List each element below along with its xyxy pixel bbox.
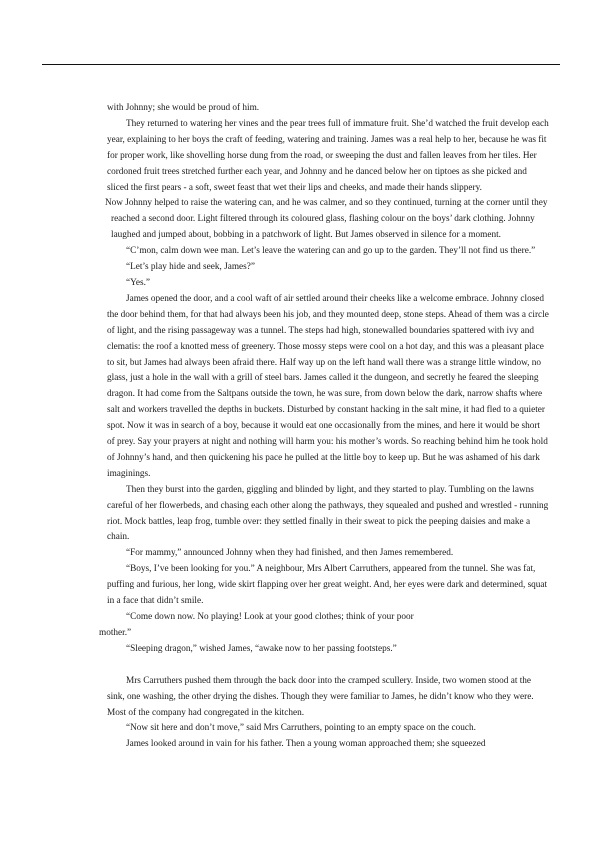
paragraph: Now Johnny helped to raise the watering can, and he was calmer, and so they continued, turning at the corner until they reached a second door. Light filtered through its coloured glass, flashing colour on the boys’ dark clothing. Johnny laughed and jumped about, bobbing in a patchwork of light. But James observed in silence for a moment. <box>105 198 548 241</box>
paragraph: “Now sit here and don’t move,” said Mrs Carruthers, pointing to an empty space on the couch. <box>126 723 476 734</box>
paragraph: “C’mon, calm down wee man. Let’s leave the watering can and go up to the garden. They’ll not find us there.” <box>126 246 536 257</box>
paragraph: with Johnny; she would be proud of him. <box>107 103 260 113</box>
paragraph: “For mammy,” announced Johnny when they had finished, and then James remembered. <box>126 548 454 559</box>
paragraph: James looked around in vain for his father. Then a young woman approached them; she squeezed <box>126 739 486 750</box>
header-rule <box>42 64 560 65</box>
paragraph: They returned to watering her vines and the pear trees full of immature fruit. She’d watched the fruit develop each year, explaining to her boys the craft of feeding, watering and training. James was a real help to her, because he was fit for proper work, like shovelling horse dung from the road, or sweeping the dust and fallen leaves from her tiles. Her cordoned fruit trees stretched further each year, and Johnny and he danced below her on tiptoes as she picked and sliced the first pears - a soft, sweet feast that wet their lips and cheeks, and made their hands slippery. <box>107 118 549 193</box>
paragraph: “Boys, I’ve been looking for you.” A neighbour, Mrs Albert Carruthers, appeared from the tunnel. She was fat, puffing and furious, her long, wide skirt flapping over her great weight. And, her eyes were dark and determined, squat in a face that didn’t smile. <box>107 564 548 607</box>
section-gap <box>107 658 549 674</box>
paragraph: mother.” <box>99 627 132 638</box>
paragraph: “Come down now. No playing! Look at your good clothes; think of your poor <box>126 612 414 622</box>
paragraph: “Sleeping dragon,” wished James, “awake now to her passing footsteps.” <box>126 643 397 654</box>
paragraph: Then they burst into the garden, giggling and blinded by light, and they started to play. Tumbling on the lawns careful of her flowerbeds, and chasing each other along the pathways, they squealed and pushed and wrestled - running riot. Mock battles, leap frog, tumble over: they settled finally in their sweat to pick the peeping daisies and make a chain. <box>107 484 549 543</box>
paragraph: “Let’s play hide and seek, James?” <box>126 262 255 273</box>
paragraph: “Yes.” <box>126 277 150 288</box>
paragraph: Mrs Carruthers pushed them through the back door into the cramped scullery. Inside, two women stood at the sink, one washing, the other drying the dishes. Though they were familiar to James, he didn’t know who they were. Most of the company had congregated in the kitchen. <box>107 675 534 718</box>
page-body <box>99 101 549 753</box>
paragraph: James opened the door, and a cool waft of air settled around their cheeks like a welcome embrace. Johnny closed the door behind them, for that had always been his job, and they mounted deep, stone steps. Ahead of them was a circle of light, and the rising passageway was a tunnel. The steps had high, stonewalled boundaries spattered with ivy and clematis: the roof a knotted mess of greenery. Those mossy steps were cool on a hot day, and this was a pleasant place to sit, but James had always been afraid there. Half way up on the left hand wall there was a strange little window, no glass, just a hole in the wall with a grill of steel bars. James called it the dungeon, and secretly he feared the sleeping dragon. It had come from the Saltpans outside the town, he was sure, from down below the dark, narrow shafts where salt and workers travelled the depths in buckets. Disturbed by constant hacking in the salt mine, it had fled to a quieter spot. Now it was in search of a boy, because it would eat one occasionally from the mines, and here it would be short of prey. Say your prayers at night and nothing will harm you: his mother’s words. So reaching behind him he took hold of Johnny’s hand, and then quickening his pace he pulled at the little boy to keep up. But he was ashamed of his dark imaginings. <box>107 293 549 479</box>
